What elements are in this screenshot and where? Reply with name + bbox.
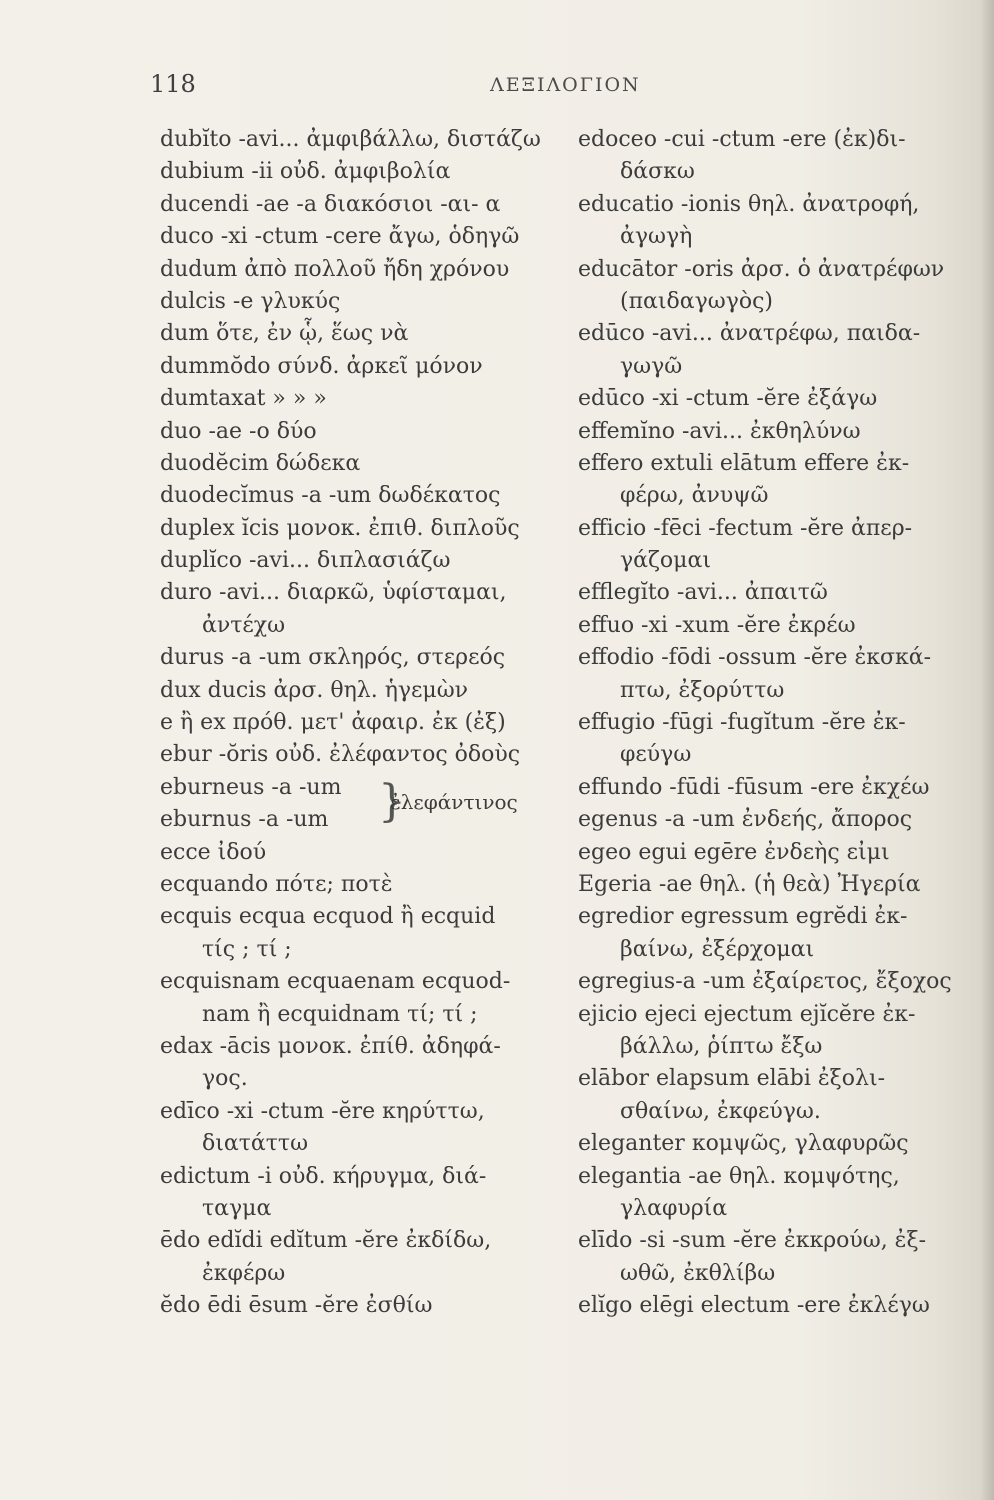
- dictionary-line: dubĭto -avi... ἀμφιβάλλω, διστάζω: [160, 127, 541, 152]
- dictionary-line: Egeria -ae θηλ. (ἡ θεὰ) Ἠγερία: [578, 871, 921, 897]
- binding-shadow: [980, 0, 994, 1500]
- dictionary-line: edictum -i οὐδ. κήρυγμα, διά-: [160, 1163, 487, 1189]
- dictionary-line: ducendi -ae -a διακόσιοι -αι- α: [160, 191, 501, 217]
- dictionary-line: nam ἢ ecquidnam τί; τί ;: [202, 1001, 478, 1027]
- dictionary-line: τίς ; τί ;: [202, 936, 292, 962]
- dictionary-line: eleganter κομψῶς, γλαφυρῶς: [578, 1131, 909, 1157]
- dictionary-line: ταγμα: [202, 1195, 272, 1221]
- page-number: 118: [150, 70, 196, 98]
- dictionary-line: dulcis -e γλυκύς: [160, 288, 341, 314]
- dictionary-line: πτω, ἐξορύττω: [620, 677, 785, 703]
- dictionary-line: γάζομαι: [620, 548, 711, 574]
- dictionary-line: efficio -fēci -fectum -ĕre ἀπερ-: [578, 515, 913, 541]
- dictionary-line: ejicio ejeci ejectum ejĭcĕre ἐκ-: [578, 1001, 916, 1027]
- dictionary-line: φέρω, ἀνυψῶ: [620, 483, 769, 509]
- bracket-line: eburnus -a -um: [160, 807, 329, 833]
- dictionary-line: ecce ἰδού: [160, 839, 267, 865]
- dictionary-line: dudum ἀπὸ πολλοῦ ἤδη χρόνου: [160, 256, 510, 282]
- dictionary-line: δάσκω: [620, 159, 695, 185]
- dictionary-line: duplex ĭcis μονοκ. ἐπιθ. διπλοῦς: [160, 515, 520, 541]
- left-column: [160, 124, 580, 1322]
- dictionary-line: elĭgo elēgi electum -ere ἐκλέγω: [578, 1293, 930, 1319]
- dictionary-line: egredior egressum egrĕdi ἐκ-: [578, 904, 908, 930]
- dictionary-line: duo -ae -o δύο: [160, 418, 317, 444]
- dictionary-line: γωγῶ: [620, 353, 683, 379]
- dictionary-line: edūco -avi... ἀνατρέφω, παιδα-: [578, 321, 921, 347]
- dictionary-line: duodĕcim δώδεκα: [160, 450, 361, 476]
- bracket-translation: ἐλεφάντινος: [390, 789, 518, 814]
- dictionary-line: duro -avi... διαρκῶ, ὑφίσταμαι,: [160, 580, 507, 606]
- dictionary-line: duodecĭmus -a -um δωδέκατος: [160, 483, 501, 509]
- dictionary-line: efflegĭto -avi... ἀπαιτῶ: [578, 580, 828, 606]
- right-column-entries: [578, 124, 983, 1322]
- dictionary-line: egregius-a -um ἐξαίρετος, ἔξοχος: [578, 969, 952, 995]
- dictionary-line: elābor elapsum elābi ἐξολι-: [578, 1066, 886, 1092]
- dictionary-line: dumtaxat » » »: [160, 386, 327, 412]
- dictionary-line: ωθῶ, ἐκθλίβω: [620, 1260, 776, 1286]
- dictionary-line: dubium -ii οὐδ. ἀμφιβολία: [160, 159, 451, 185]
- dictionary-line: γος.: [202, 1066, 248, 1092]
- dictionary-line: e ἢ ex πρόθ. μετ' ἀφαιρ. ἐκ (ἐξ): [160, 710, 506, 736]
- dictionary-line: edoceo -cui -ctum -ere (ἐκ)δι-: [578, 127, 906, 152]
- dictionary-line: duplĭco -avi... διπλασιάζω: [160, 548, 451, 574]
- dictionary-line: dummŏdo σύνδ. ἀρκεῖ μόνον: [160, 353, 483, 379]
- curly-brace-icon: }: [378, 775, 406, 827]
- dictionary-line: φεύγω: [620, 742, 692, 768]
- page-header: [150, 70, 930, 106]
- left-column-entries-continued: [160, 837, 580, 1323]
- dictionary-line: ēdo edĭdi edĭtum -ĕre ἐκδίδω,: [160, 1228, 492, 1254]
- dictionary-line: educatio -ionis θηλ. ἀνατροφή,: [578, 191, 920, 217]
- dictionary-line: dum ὅτε, ἐν ᾧ, ἕως νὰ: [160, 321, 409, 347]
- dictionary-line: effuo -xi -xum -ĕre ἐκρέω: [578, 612, 856, 638]
- dictionary-line: ecquis ecqua ecquod ἢ ecquid: [160, 904, 496, 930]
- dictionary-line: effundo -fūdi -fūsum -ere ἐκχέω: [578, 774, 930, 800]
- dictionary-line: edūco -xi -ctum -ĕre ἐξάγω: [578, 386, 878, 412]
- dictionary-line: elīdo -si -sum -ĕre ἐκκρούω, ἐξ-: [578, 1228, 927, 1254]
- dictionary-line: ἀντέχω: [202, 612, 286, 638]
- dictionary-line: σθαίνω, ἐκφεύγω.: [620, 1098, 821, 1124]
- dictionary-line: effugio -fūgi -fugĭtum -ĕre ἐκ-: [578, 710, 906, 736]
- dictionary-line: edax -ācis μονοκ. ἐπίθ. ἀδηφά-: [160, 1033, 501, 1059]
- dictionary-line: egeo egui egēre ἐνδεὴς εἰμι: [578, 839, 890, 865]
- dictionary-line: ĕdo ēdi ēsum -ĕre ἐσθίω: [160, 1293, 433, 1319]
- dictionary-line: ecquando πότε; ποτὲ: [160, 872, 393, 897]
- dictionary-line: egenus -a -um ἐνδεής, ἄπορος: [578, 807, 913, 833]
- dictionary-line: ἀγωγὴ: [620, 224, 693, 250]
- bracket-line: eburneus -a -um: [160, 774, 342, 800]
- dictionary-line: βαίνω, ἐξέρχομαι: [620, 936, 815, 962]
- dictionary-line: dux ducis ἀρσ. θηλ. ἡγεμὼν: [160, 677, 469, 703]
- dictionary-line: duco -xi -ctum -cere ἄγω, ὁδηγῶ: [160, 224, 520, 250]
- dictionary-line: effodio -fōdi -ossum -ĕre ἐκσκά-: [578, 645, 932, 671]
- dictionary-line: (παιδαγωγὸς): [620, 288, 774, 314]
- dictionary-line: effero extuli elātum effere ἐκ-: [578, 450, 910, 476]
- dictionary-line: γλαφυρία: [620, 1195, 728, 1221]
- dictionary-line: διατάττω: [202, 1131, 309, 1157]
- dictionary-line: ἐκφέρω: [202, 1260, 286, 1286]
- bracket-entry-group: [160, 772, 580, 837]
- dictionary-line: βάλλω, ῥίπτω ἔξω: [620, 1033, 823, 1059]
- dictionary-line: ecquisnam ecquaenam ecquod-: [160, 969, 511, 995]
- dictionary-line: educātor -oris ἀρσ. ὁ ἀνατρέφων: [578, 256, 945, 282]
- right-column: [578, 124, 983, 1322]
- dictionary-line: elegantia -ae θηλ. κομψότης,: [578, 1163, 900, 1189]
- dictionary-line: ebur -ŏris οὐδ. ἐλέφαντος ὀδοὺς: [160, 742, 521, 768]
- dictionary-line: durus -a -um σκληρός, στερεός: [160, 645, 506, 671]
- left-column-entries: [160, 124, 580, 772]
- dictionary-line: effemĭno -avi... ἐκθηλύνω: [578, 418, 861, 444]
- running-title: ΛΕΞΙΛΟΓΙΟΝ: [490, 74, 641, 96]
- dictionary-line: edīco -xi -ctum -ĕre κηρύττω,: [160, 1098, 485, 1124]
